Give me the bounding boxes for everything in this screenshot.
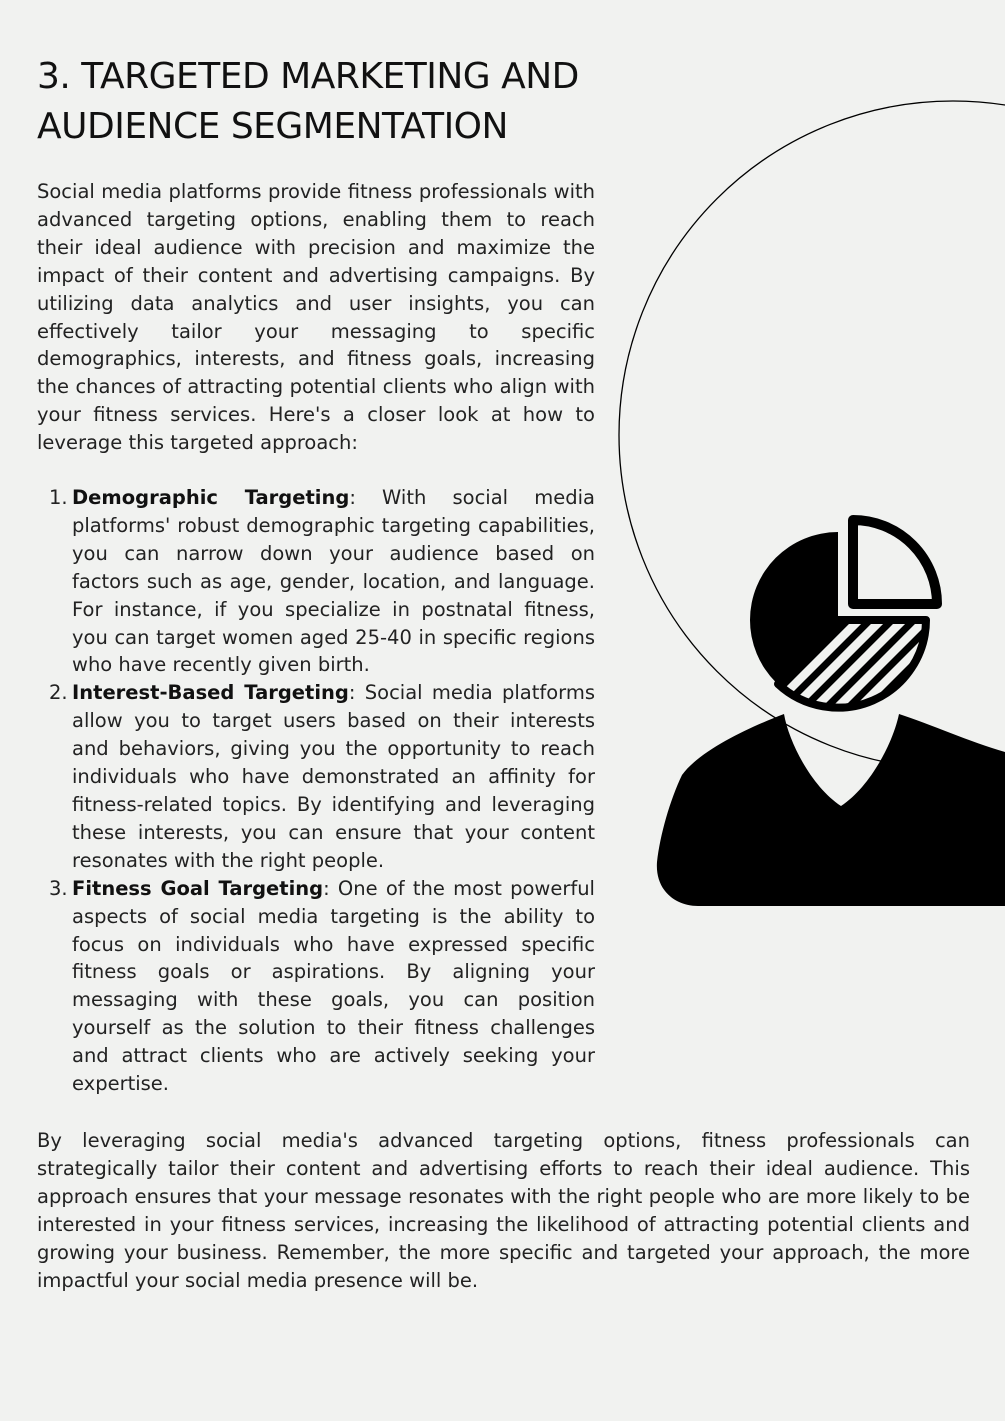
audience-pie-chart-person-icon — [600, 80, 1005, 930]
title-line-1: 3. TARGETED MARKETING AND — [37, 56, 579, 97]
list-item-interest — [37, 679, 595, 874]
list-item-fitness-goal — [37, 875, 595, 1098]
list-item-number: 1. — [49, 486, 68, 509]
list-item-number: 2. — [49, 681, 68, 705]
list-item-term: Demographic Targeting — [72, 486, 350, 509]
list-item-term: Interest-Based Targeting — [72, 681, 349, 705]
pie-exploded-slice — [853, 520, 937, 604]
list-item-number: 3. — [49, 876, 68, 900]
page-title — [37, 52, 637, 152]
intro-paragraph: Social media platforms provide fitness professionals with advanced targeting options, enabling them to reach their ideal audience with precision and maximize the impact of their content and advertising campaigns. By utilizing data analytics and user insights, you can effectively tailor your messaging to specific demographics, interests, and fitness goals, increasing the chances of attracting potential clients who align with your fitness services. Here's a closer look at how to leverage this targeted approach: — [37, 180, 595, 455]
list-item-text: : With social media platforms' robust demographic targeting capabilities, you can narrow down your audience based on factors such as age, gender, location, and language. For instance, if you specialize in postnatal fitness, you can target women aged 25-40 in specific regions who have recently given birth. — [72, 486, 596, 677]
list-item-term: Fitness Goal Targeting — [72, 876, 324, 900]
list-item-text: : One of the most powerful aspects of social media targeting is the ability to focus on individuals who have expressed specific fitness goals or aspirations. By aligning your messaging with these goals, you can position yourself as the solution to their fitness challenges and attract clients who are actively seeking your expertise. — [72, 876, 595, 1096]
person-body-shape — [657, 714, 1005, 906]
list-item-text: : Social media platforms allow you to target users based on their interests and behaviors, giving you the opportunity to reach individuals who have demonstrated an affinity for fitness-related topics. By identifying and leveraging these interests, you can ensure that your content resonates with the right people. — [72, 681, 595, 872]
closing-paragraph: By leveraging social media's advanced targeting options, fitness professionals can strategically tailor their content and advertising efforts to reach their ideal audience. This approach ensures that your message resonates with the right people who are more likely to be interested in your fitness services, increasing the likelihood of attracting potential clients and growing your business. Remember, the more specific and targeted your approach, the more impactful your social media presence will be. — [37, 1129, 970, 1292]
title-line-2: AUDIENCE SEGMENTATION — [37, 106, 508, 147]
list-item-demographic — [37, 484, 595, 679]
targeting-list — [37, 484, 595, 1098]
